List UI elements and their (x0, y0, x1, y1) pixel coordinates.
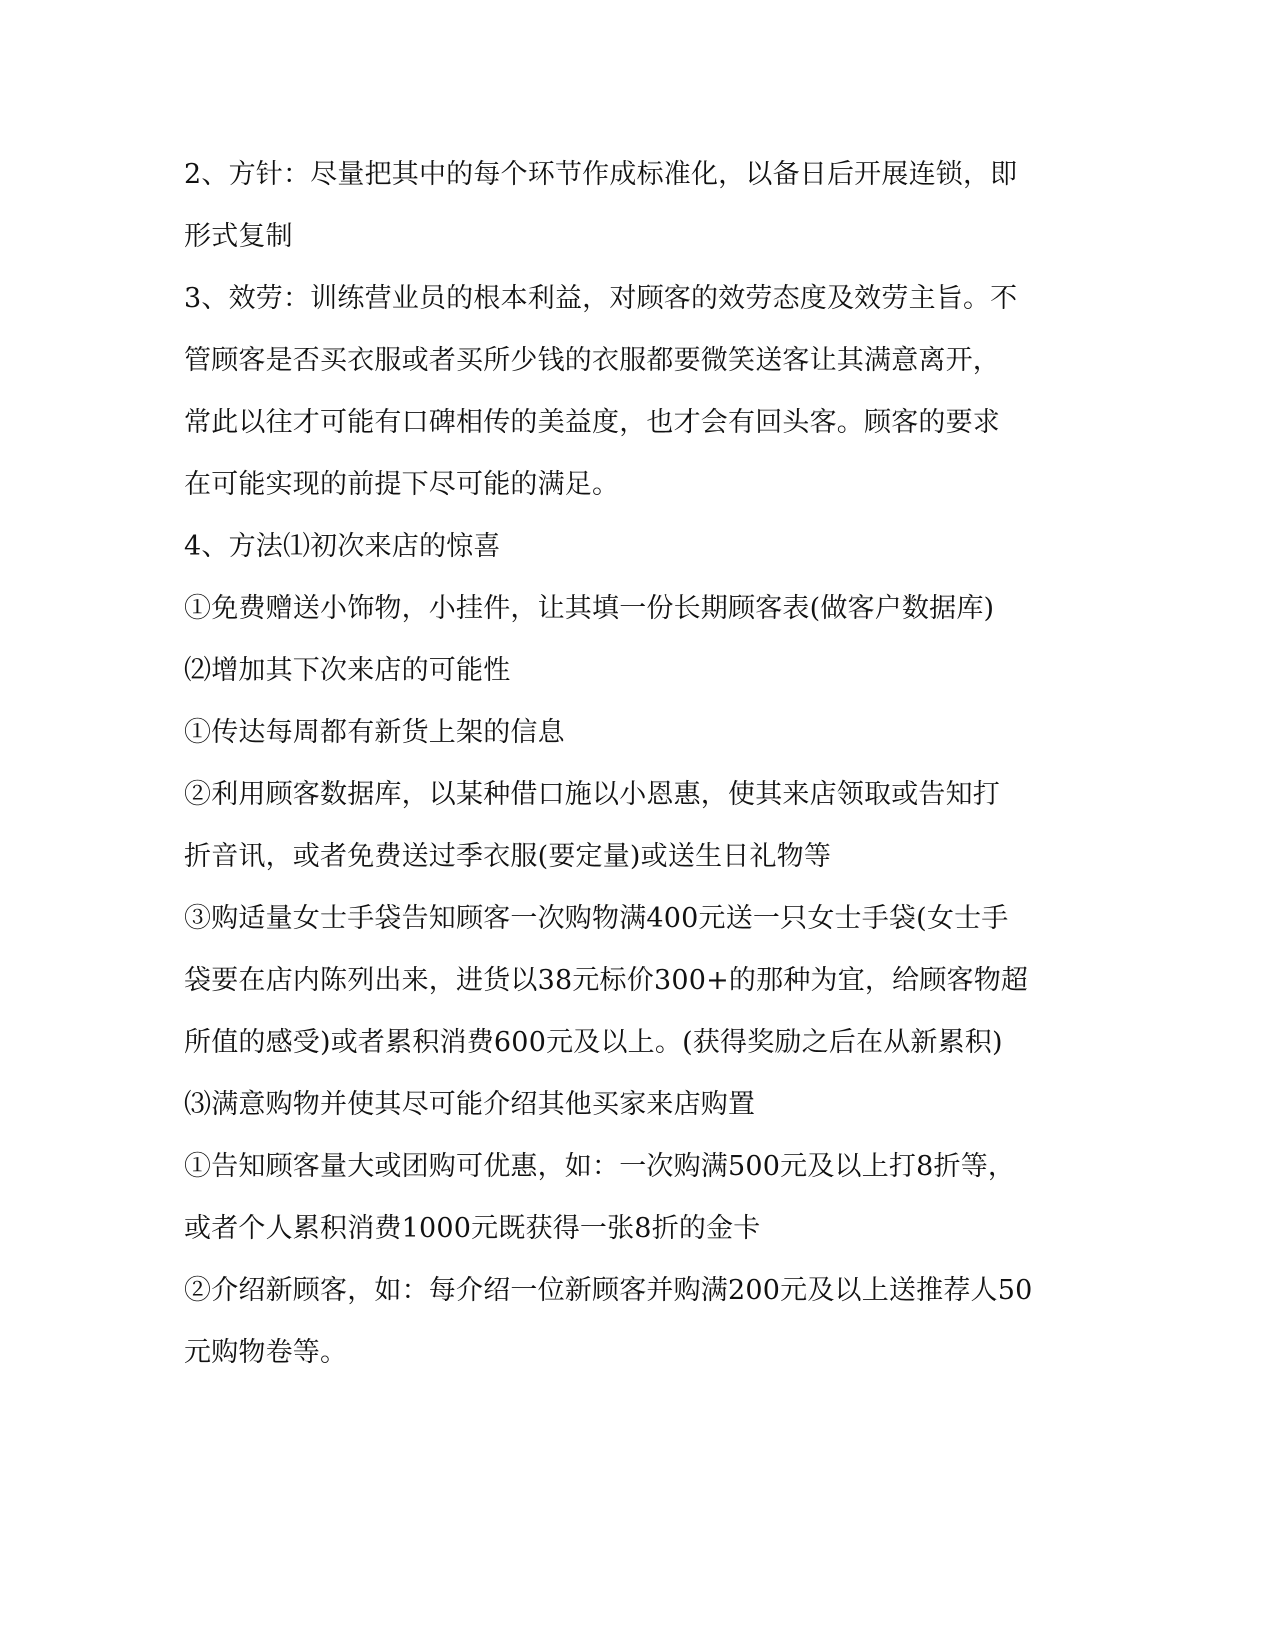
text-line-15: 所值的感受)或者累积消费600元及以上。(获得奖励之后在从新累积) (184, 1027, 1003, 1058)
text-line-5: 常此以往才可能有口碑相传的美益度，也才会有回头客。顾客的要求 (184, 407, 1000, 438)
text-line-1: 2、方针：尽量把其中的每个环节作成标准化，以备日后开展连锁，即 (184, 159, 1018, 190)
text-line-18: 或者个人累积消费1000元既获得一张8折的金卡 (184, 1213, 761, 1244)
text-line-14: 袋要在店内陈列出来，进货以38元标价300+的那种为宜，给顾客物超 (184, 965, 1029, 996)
text-line-3: 3、效劳：训练营业员的根本利益，对顾客的效劳态度及效劳主旨。不 (184, 283, 1018, 314)
text-line-10: ①传达每周都有新货上架的信息 (184, 717, 565, 748)
document-body (184, 144, 1044, 1384)
text-line-9: ⑵增加其下次来店的可能性 (184, 655, 511, 686)
text-line-4: 管顾客是否买衣服或者买所少钱的衣服都要微笑送客让其满意离开， (184, 345, 1000, 376)
text-line-6: 在可能实现的前提下尽可能的满足。 (184, 469, 620, 500)
text-line-20: 元购物卷等。 (184, 1337, 348, 1368)
text-line-2: 形式复制 (184, 221, 293, 252)
text-line-7: 4、方法⑴初次来店的惊喜 (184, 531, 501, 562)
text-line-13: ③购适量女士手袋告知顾客一次购物满400元送一只女士手袋(女士手 (184, 903, 1009, 934)
text-line-16: ⑶满意购物并使其尽可能介绍其他买家来店购置 (184, 1089, 756, 1120)
text-line-11: ②利用顾客数据库，以某种借口施以小恩惠，使其来店领取或告知打 (184, 779, 1000, 810)
text-line-19: ②介绍新顾客，如：每介绍一位新顾客并购满200元及以上送推荐人50 (184, 1275, 1033, 1306)
text-line-12: 折音讯，或者免费送过季衣服(要定量)或送生日礼物等 (184, 841, 832, 872)
text-line-17: ①告知顾客量大或团购可优惠，如：一次购满500元及以上打8折等， (184, 1151, 1016, 1182)
text-line-8: ①免费赠送小饰物，小挂件，让其填一份长期顾客表(做客户数据库) (184, 593, 995, 624)
